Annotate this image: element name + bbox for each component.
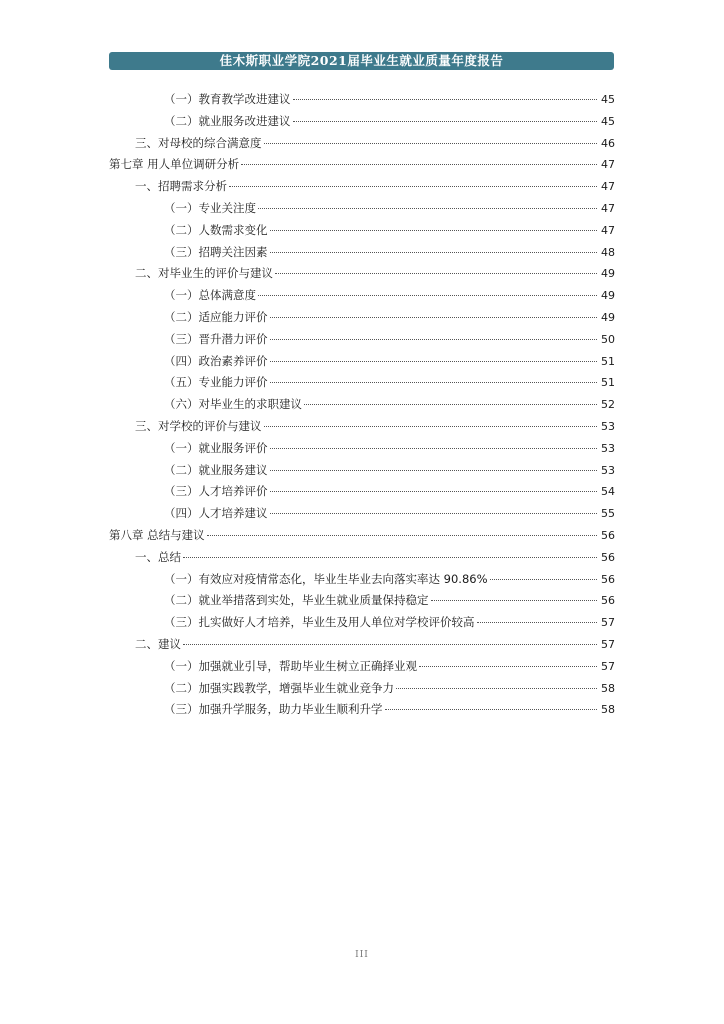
toc-entry-page: 47 [601, 158, 615, 172]
toc-entry[interactable] [109, 372, 615, 394]
toc-entry-title: （二）加强实践教学，增强毕业生就业竞争力 [164, 680, 394, 695]
page-number: III [355, 950, 369, 960]
toc-entry-title: （四）人才培养建议 [164, 506, 268, 521]
toc-entry-title: （五）专业能力评价 [164, 375, 268, 390]
toc-entry[interactable] [109, 329, 615, 351]
toc-entry-title: （一）就业服务评价 [164, 440, 268, 455]
toc-entry-page: 45 [601, 93, 615, 106]
toc-entry[interactable] [109, 154, 615, 176]
toc-entry-page: 58 [601, 703, 615, 717]
toc-dot-leader [258, 295, 597, 296]
toc-entry[interactable] [109, 678, 615, 700]
toc-entry-title: 三、对母校的综合满意度 [135, 135, 262, 150]
toc-entry[interactable] [109, 242, 615, 264]
toc-entry-page: 49 [601, 267, 615, 281]
toc-dot-leader [490, 579, 597, 580]
toc-entry-page: 58 [601, 681, 615, 695]
toc-entry[interactable] [109, 699, 615, 721]
toc-dot-leader [419, 666, 597, 667]
toc-entry-page: 47 [601, 201, 615, 215]
toc-entry-page: 57 [601, 616, 615, 630]
toc-entry-page: 56 [601, 528, 615, 542]
toc-dot-leader [241, 164, 597, 165]
toc-entry-page: 47 [601, 180, 615, 194]
toc-dot-leader [270, 230, 598, 231]
toc-dot-leader [229, 186, 597, 187]
toc-entry-page: 55 [601, 507, 615, 521]
toc-dot-leader [264, 426, 598, 427]
toc-entry-title: （四）政治素养评价 [164, 353, 268, 368]
toc-entry-page: 49 [601, 310, 615, 324]
toc-entry-title: （三）扎实做好人才培养，毕业生及用人单位对学校评价较高 [164, 615, 475, 630]
toc-entry-page: 51 [601, 376, 615, 390]
report-title: 佳木斯职业学院2021届毕业生就业质量年度报告 [219, 53, 504, 68]
toc-entry-page: 56 [601, 594, 615, 608]
toc-entry-title: （一）加强就业引导，帮助毕业生树立正确择业观 [164, 658, 417, 673]
toc-entry-page: 54 [601, 485, 615, 499]
toc-entry[interactable] [109, 590, 615, 612]
toc-entry-title: （六）对毕业生的求职建议 [164, 397, 302, 412]
toc-entry-page: 53 [601, 441, 615, 455]
toc-entry-title: 第七章 用人单位调研分析 [109, 157, 240, 172]
toc-entry[interactable] [109, 111, 615, 133]
toc-dot-leader [293, 121, 598, 122]
toc-dot-leader [270, 361, 598, 362]
toc-entry-title: 一、总结 [135, 549, 181, 564]
table-of-contents [109, 89, 615, 721]
toc-entry[interactable] [109, 525, 615, 547]
toc-dot-leader [207, 535, 597, 536]
toc-dot-leader [270, 339, 598, 340]
toc-entry-page: 56 [601, 550, 615, 564]
toc-entry-page: 52 [601, 398, 615, 412]
toc-entry-page: 57 [601, 659, 615, 673]
toc-entry[interactable] [109, 89, 615, 111]
toc-entry-page: 45 [601, 114, 615, 128]
toc-dot-leader [270, 491, 598, 492]
toc-dot-leader [385, 709, 598, 710]
toc-entry-page: 49 [601, 289, 615, 303]
toc-entry[interactable] [109, 416, 615, 438]
toc-entry-title: 第八章 总结与建议 [109, 527, 205, 542]
toc-entry-page: 46 [601, 136, 615, 150]
toc-entry[interactable] [109, 481, 615, 503]
toc-entry-title: （三）晋升潜力评价 [164, 331, 268, 346]
toc-entry-title: 二、建议 [135, 636, 181, 651]
toc-entry[interactable] [109, 176, 615, 198]
toc-entry-title: （一）有效应对疫情常态化，毕业生毕业去向落实率达 90.86% [164, 571, 488, 586]
toc-entry[interactable] [109, 351, 615, 373]
toc-entry[interactable] [109, 503, 615, 525]
toc-entry-page: 50 [601, 332, 615, 346]
toc-entry-title: 一、招聘需求分析 [135, 179, 227, 194]
toc-entry[interactable] [109, 307, 615, 329]
toc-dot-leader [396, 688, 597, 689]
toc-entry-title: （二）适应能力评价 [164, 309, 268, 324]
toc-dot-leader [258, 208, 597, 209]
toc-dot-leader [183, 557, 597, 558]
toc-entry[interactable] [109, 656, 615, 678]
toc-entry-title: 二、对毕业生的评价与建议 [135, 266, 273, 281]
toc-entry-title: （三）招聘关注因素 [164, 244, 268, 259]
toc-dot-leader [270, 513, 598, 514]
toc-entry[interactable] [109, 460, 615, 482]
toc-dot-leader [293, 99, 598, 100]
toc-dot-leader [270, 382, 598, 383]
toc-entry-title: 三、对学校的评价与建议 [135, 418, 262, 433]
toc-entry-title: （二）就业举措落到实处，毕业生就业质量保持稳定 [164, 593, 429, 608]
toc-entry[interactable] [109, 263, 615, 285]
toc-dot-leader [270, 448, 598, 449]
toc-dot-leader [270, 470, 598, 471]
toc-entry-title: （一）专业关注度 [164, 200, 256, 215]
toc-entry-page: 57 [601, 637, 615, 651]
toc-entry[interactable] [109, 220, 615, 242]
toc-dot-leader [264, 143, 598, 144]
toc-entry-title: （三）人才培养评价 [164, 484, 268, 499]
toc-entry[interactable] [109, 394, 615, 416]
toc-entry[interactable] [109, 285, 615, 307]
toc-entry[interactable] [109, 198, 615, 220]
toc-dot-leader [183, 644, 597, 645]
toc-entry[interactable] [109, 634, 615, 656]
toc-dot-leader [304, 404, 597, 405]
toc-dot-leader [477, 622, 598, 623]
toc-entry-title: （三）加强升学服务，助力毕业生顺利升学 [164, 702, 383, 717]
toc-entry-title: （一）教育教学改进建议 [164, 92, 291, 106]
toc-entry-page: 53 [601, 419, 615, 433]
toc-entry-title: （二）就业服务建议 [164, 462, 268, 477]
toc-dot-leader [431, 600, 598, 601]
page-header-banner [109, 52, 614, 70]
toc-entry-title: （二）人数需求变化 [164, 222, 268, 237]
toc-entry-page: 51 [601, 354, 615, 368]
toc-entry[interactable] [109, 612, 615, 634]
toc-dot-leader [270, 317, 598, 318]
toc-entry-page: 56 [601, 572, 615, 586]
toc-entry-title: （一）总体满意度 [164, 288, 256, 303]
toc-entry-page: 47 [601, 223, 615, 237]
toc-entry[interactable] [109, 438, 615, 460]
toc-dot-leader [275, 273, 597, 274]
toc-entry-title: （二）就业服务改进建议 [164, 113, 291, 128]
toc-entry[interactable] [109, 569, 615, 591]
toc-entry[interactable] [109, 133, 615, 155]
toc-entry-page: 53 [601, 463, 615, 477]
toc-entry[interactable] [109, 547, 615, 569]
toc-entry-page: 48 [601, 245, 615, 259]
toc-dot-leader [270, 252, 598, 253]
